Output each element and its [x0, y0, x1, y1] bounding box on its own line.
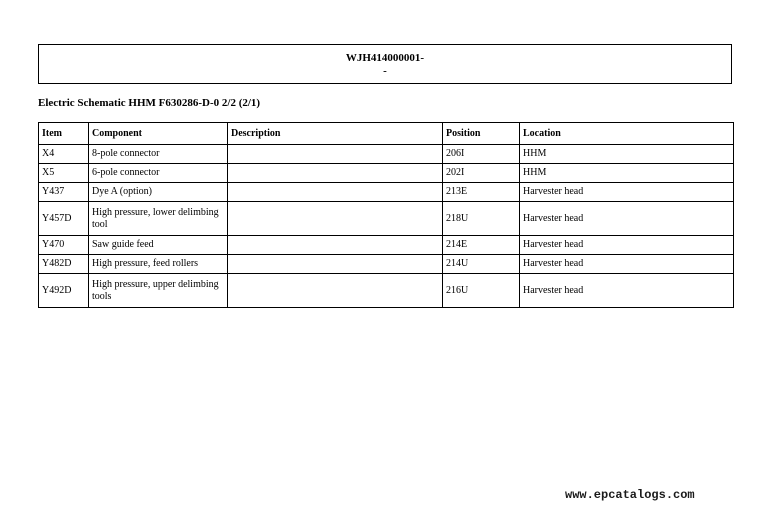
- cell-description: [228, 255, 443, 274]
- table-row: [39, 202, 734, 236]
- cell-position: 216U: [443, 274, 520, 308]
- cell-description: [228, 274, 443, 308]
- document-code: WJH414000001-: [345, 52, 425, 64]
- cell-component: High pressure, lower delimbing tool: [89, 202, 228, 236]
- table-row: [39, 236, 734, 255]
- cell-location: HHM: [520, 164, 734, 183]
- cell-position: 206I: [443, 145, 520, 164]
- table-row: [39, 164, 734, 183]
- document-header: [38, 44, 732, 84]
- table-row: [39, 145, 734, 164]
- cell-location: HHM: [520, 145, 734, 164]
- column-header-component: Component: [89, 123, 228, 145]
- cell-position: 218U: [443, 202, 520, 236]
- cell-position: 214U: [443, 255, 520, 274]
- cell-position: 202I: [443, 164, 520, 183]
- cell-component: 6-pole connector: [89, 164, 228, 183]
- cell-item: Y437: [39, 183, 89, 202]
- cell-item: X4: [39, 145, 89, 164]
- column-header-item: Item: [39, 123, 89, 145]
- components-table: [38, 122, 734, 308]
- cell-description: [228, 183, 443, 202]
- table-row: [39, 274, 734, 308]
- cell-item: Y492D: [39, 274, 89, 308]
- column-header-location: Location: [520, 123, 734, 145]
- cell-component: High pressure, upper delimbing tools: [89, 274, 228, 308]
- cell-component: Dye A (option): [89, 183, 228, 202]
- cell-item: X5: [39, 164, 89, 183]
- cell-component: Saw guide feed: [89, 236, 228, 255]
- column-header-position: Position: [443, 123, 520, 145]
- cell-item: Y482D: [39, 255, 89, 274]
- cell-description: [228, 202, 443, 236]
- cell-component: High pressure, feed rollers: [89, 255, 228, 274]
- table-row: [39, 255, 734, 274]
- cell-position: 214E: [443, 236, 520, 255]
- cell-location: Harvester head: [520, 274, 734, 308]
- cell-position: 213E: [443, 183, 520, 202]
- cell-item: Y457D: [39, 202, 89, 236]
- cell-description: [228, 164, 443, 183]
- cell-description: [228, 145, 443, 164]
- document-subcode: -: [383, 65, 387, 77]
- cell-location: Harvester head: [520, 255, 734, 274]
- cell-component: 8-pole connector: [89, 145, 228, 164]
- table-header-row: [39, 123, 734, 145]
- page-title: Electric Schematic HHM F630286-D-0 2/2 (2/1): [38, 97, 261, 109]
- cell-location: Harvester head: [520, 202, 734, 236]
- cell-location: Harvester head: [520, 236, 734, 255]
- cell-description: [228, 236, 443, 255]
- table-row: [39, 183, 734, 202]
- website-link[interactable]: www.epcatalogs.com: [565, 488, 695, 502]
- column-header-description: Description: [228, 123, 443, 145]
- cell-location: Harvester head: [520, 183, 734, 202]
- cell-item: Y470: [39, 236, 89, 255]
